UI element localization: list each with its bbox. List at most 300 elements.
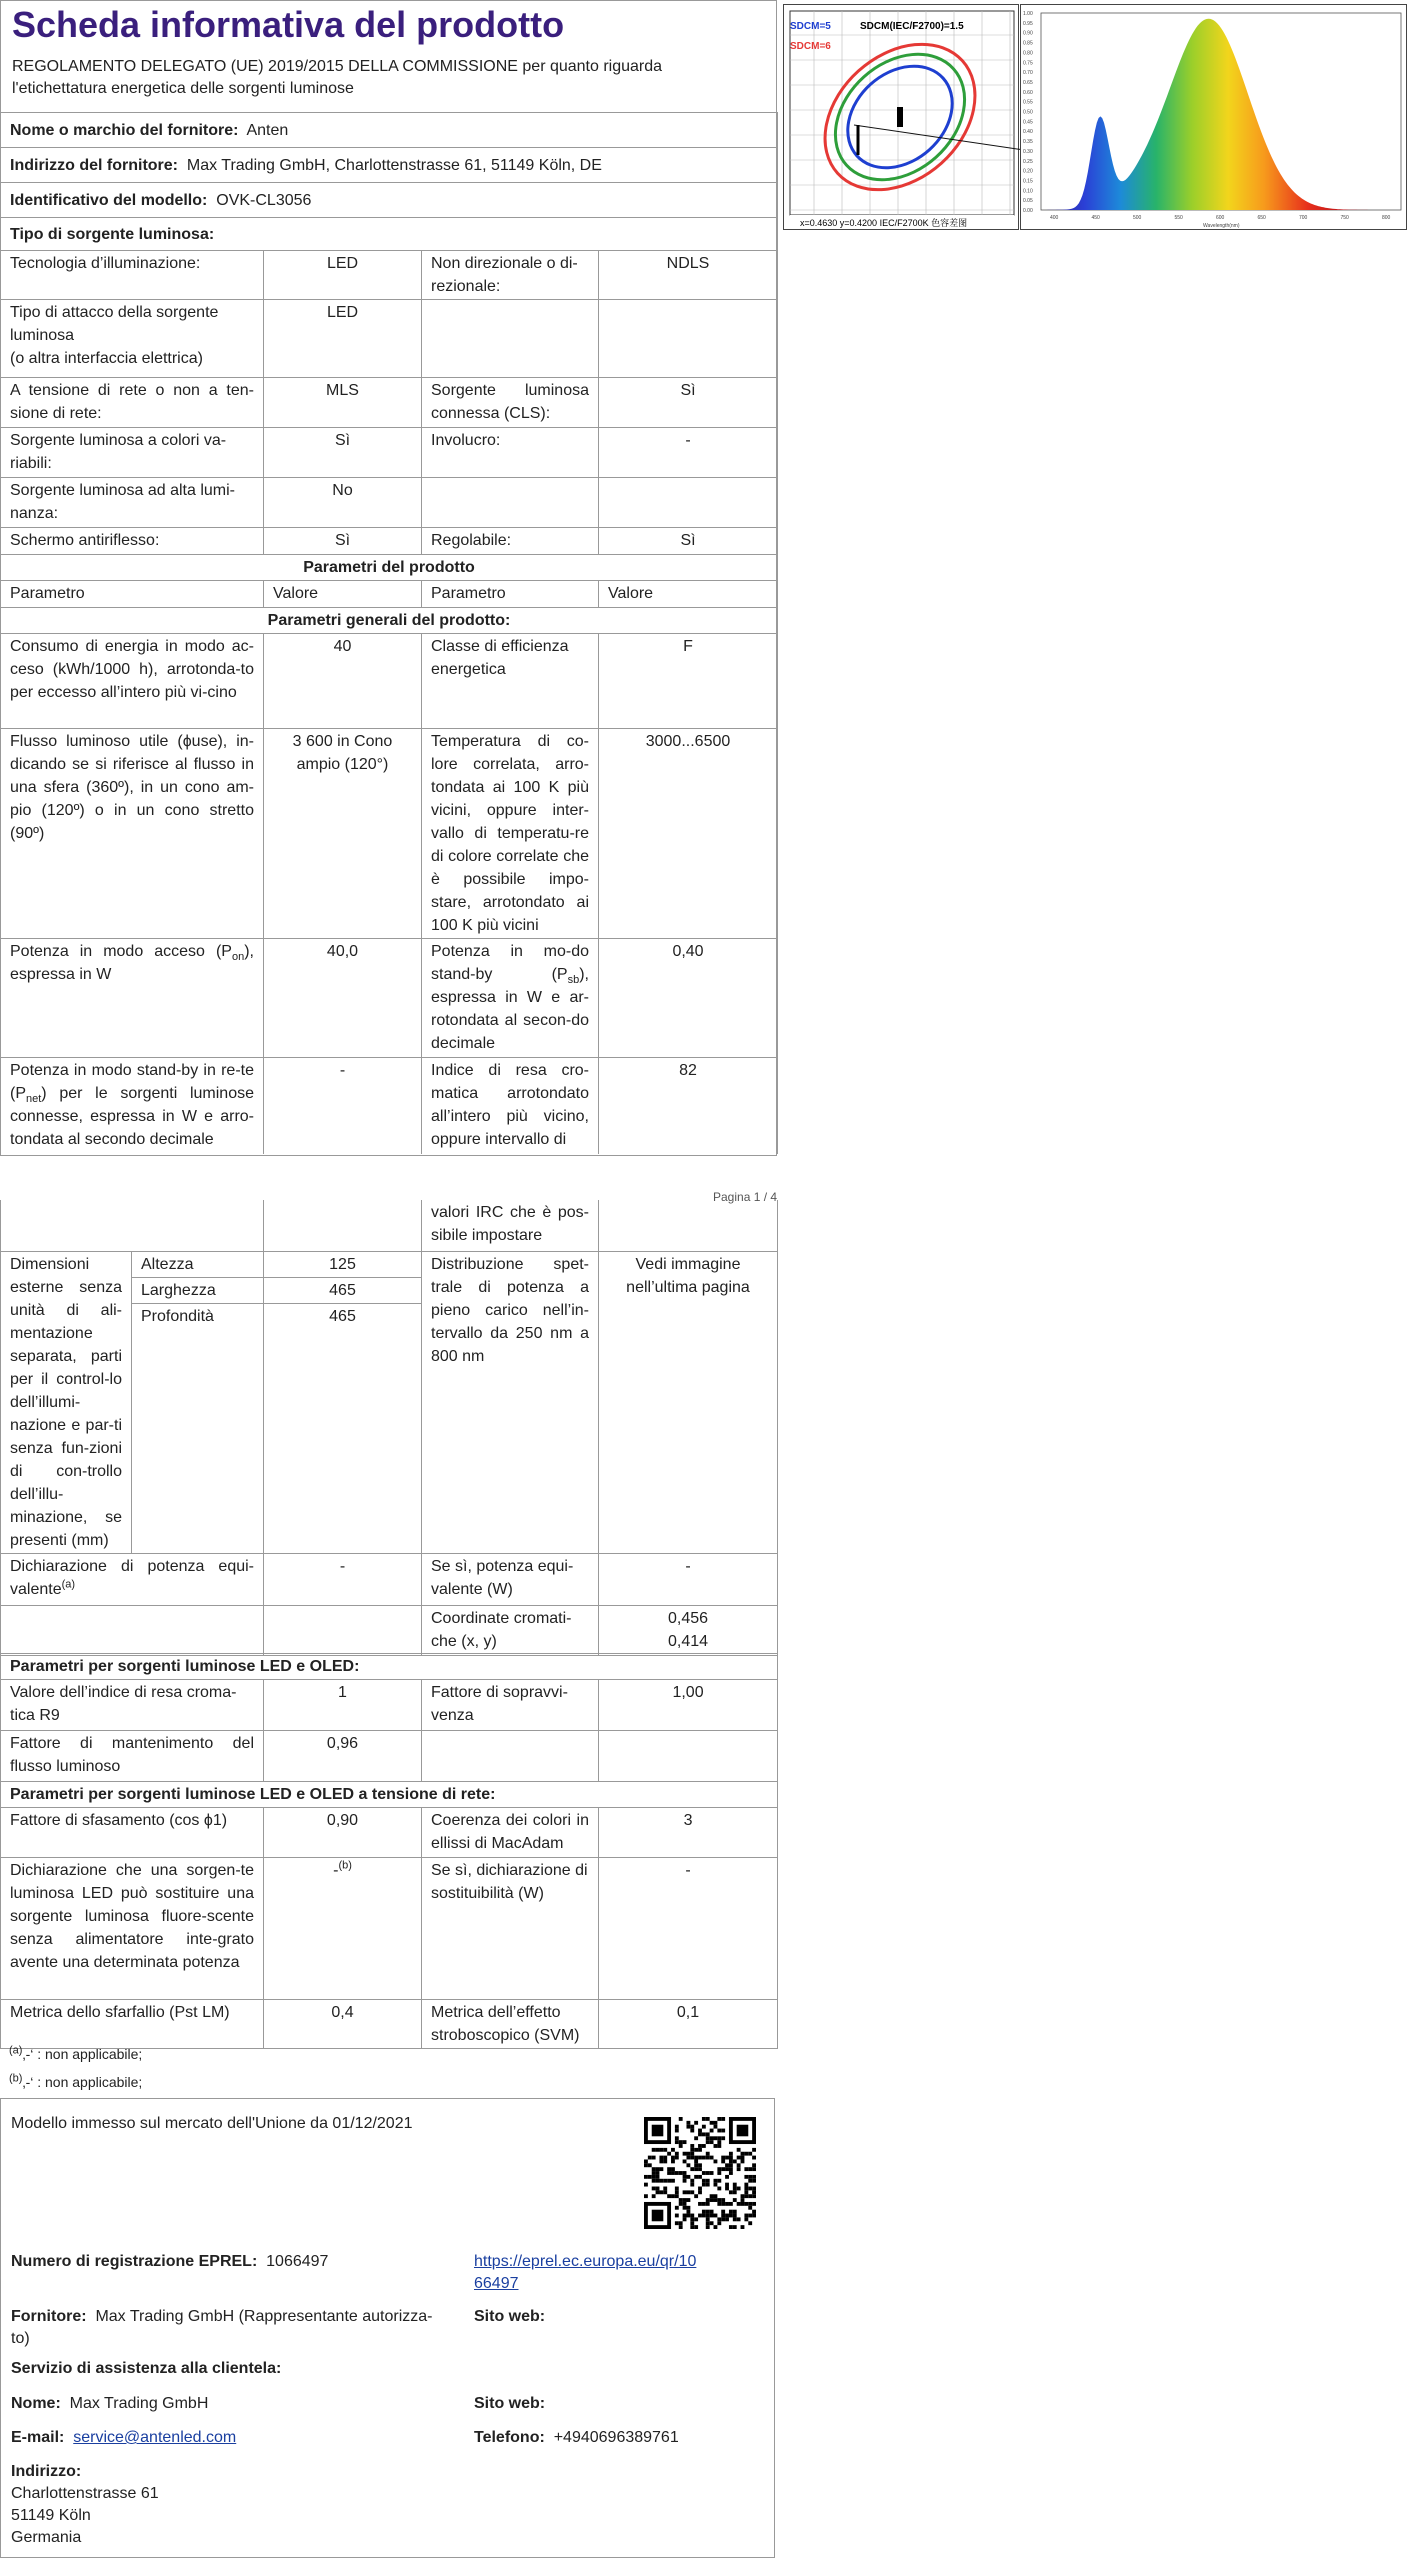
eprel-number bbox=[11, 2251, 328, 2273]
qr-module bbox=[686, 2156, 690, 2160]
qr-module bbox=[683, 2140, 687, 2144]
qr-module bbox=[698, 2187, 702, 2191]
qr-module bbox=[706, 2210, 710, 2214]
qr-module bbox=[656, 2148, 660, 2152]
qr-module bbox=[741, 2152, 745, 2156]
qr-module bbox=[706, 2225, 710, 2229]
spd-value: Vedi immagine nell’ultima pagina bbox=[599, 1251, 778, 1553]
qr-module bbox=[694, 2136, 698, 2140]
energy-consumption-label: Consumo di energia in modo ac-ceso (kWh/1000 h), arrotonda-to per eccesso all’intero più vi-cino bbox=[1, 634, 264, 729]
cap-type-label-main: Tipo di attacco della sorgente luminosa bbox=[10, 304, 219, 344]
footnote-b-ref: (b) bbox=[338, 1859, 352, 1872]
qr-module bbox=[679, 2140, 683, 2144]
qr-module bbox=[702, 2179, 706, 2183]
qr-module bbox=[737, 2217, 741, 2221]
supplier-address-label: Indirizzo del fornitore: bbox=[10, 157, 178, 174]
qr-module bbox=[698, 2190, 702, 2194]
qr-module bbox=[752, 2163, 756, 2167]
y-tick-label: 0.05 bbox=[1023, 198, 1033, 205]
cap-type-value: LED bbox=[264, 300, 422, 378]
r9-value: 1 bbox=[264, 1680, 422, 1731]
qr-module bbox=[733, 2190, 737, 2194]
qr-module bbox=[717, 2171, 721, 2175]
on-mode-power-sub: on bbox=[231, 951, 245, 964]
qr-module bbox=[717, 2140, 721, 2144]
qr-module bbox=[752, 2175, 756, 2179]
qr-module bbox=[644, 2163, 648, 2167]
connected-value: Sì bbox=[599, 378, 778, 428]
page-title: Scheda informativa del prodotto bbox=[12, 4, 565, 45]
qr-finder bbox=[652, 2210, 664, 2222]
antiglare-label: Schermo antiriflesso: bbox=[1, 528, 264, 555]
qr-module bbox=[717, 2117, 721, 2121]
qr-module bbox=[663, 2187, 667, 2191]
qr-module bbox=[729, 2159, 733, 2163]
eprel-link[interactable] bbox=[474, 2251, 744, 2295]
qr-module bbox=[690, 2214, 694, 2218]
eprel-link-part[interactable]: https://eprel.ec.europa.eu/qr/10 bbox=[474, 2253, 697, 2270]
qr-module bbox=[721, 2217, 725, 2221]
qr-module bbox=[752, 2179, 756, 2183]
lumen-maintenance-label: Fattore di mantenimento del flusso luminoso bbox=[1, 1731, 264, 1782]
qr-module bbox=[663, 2190, 667, 2194]
y-tick-label: 0.55 bbox=[1023, 99, 1033, 106]
qr-module bbox=[652, 2171, 656, 2175]
empty-cell bbox=[422, 478, 599, 528]
qr-module bbox=[737, 2167, 741, 2171]
qr-module bbox=[694, 2194, 698, 2198]
qr-module bbox=[725, 2167, 729, 2171]
qr-module bbox=[683, 2198, 687, 2202]
qr-module bbox=[644, 2194, 648, 2198]
qr-module bbox=[729, 2214, 733, 2218]
qr-module bbox=[675, 2221, 679, 2225]
equivalent-watt-label: Se sì, potenza equi-valente (W) bbox=[422, 1553, 599, 1605]
qr-module bbox=[690, 2221, 694, 2225]
general-params-heading: Parametri generali del prodotto: bbox=[1, 608, 778, 634]
qr-module bbox=[698, 2129, 702, 2133]
qr-module bbox=[644, 2175, 648, 2179]
qr-module bbox=[714, 2179, 718, 2183]
qr-module bbox=[659, 2159, 663, 2163]
address-line: Germania bbox=[11, 2529, 82, 2546]
qr-module bbox=[675, 2125, 679, 2129]
led-params-table bbox=[0, 1653, 778, 2049]
y-tick-label: 0.80 bbox=[1023, 50, 1033, 57]
equivalent-power-value: - bbox=[264, 1553, 422, 1605]
qr-module bbox=[656, 2179, 660, 2183]
empty-cell bbox=[264, 1200, 422, 1251]
equivalent-watt-value: - bbox=[599, 1553, 778, 1605]
qr-module bbox=[675, 2206, 679, 2210]
qr-module bbox=[752, 2148, 756, 2152]
spectrum-chart bbox=[1020, 4, 1407, 230]
qr-module bbox=[659, 2167, 663, 2171]
product-params-table bbox=[0, 554, 778, 1154]
efficiency-class-value: F bbox=[599, 634, 778, 729]
qr-module bbox=[686, 2198, 690, 2202]
qr-module bbox=[683, 2159, 687, 2163]
on-mode-power-text: ), espressa in W bbox=[10, 943, 254, 983]
qr-module bbox=[714, 2144, 718, 2148]
depth-label: Profondità bbox=[132, 1303, 264, 1329]
mains-label: A tensione di rete o non a ten-sione di rete: bbox=[1, 378, 264, 428]
qr-module bbox=[744, 2175, 748, 2179]
qr-module bbox=[714, 2125, 718, 2129]
colour-tunable-value: Sì bbox=[264, 428, 422, 478]
qr-module bbox=[721, 2214, 725, 2218]
tech-value: LED bbox=[264, 251, 422, 300]
macadam-value: 3 bbox=[599, 1808, 778, 1858]
displacement-factor-value: 0,90 bbox=[264, 1808, 422, 1858]
qr-module bbox=[744, 2190, 748, 2194]
qr-module bbox=[644, 2183, 648, 2187]
qr-module bbox=[729, 2225, 733, 2229]
qr-module bbox=[659, 2148, 663, 2152]
qr-module bbox=[698, 2163, 702, 2167]
qr-module bbox=[741, 2194, 745, 2198]
on-mode-power-value: 40,0 bbox=[264, 939, 422, 1058]
lumen-maintenance-value: 0,96 bbox=[264, 1731, 422, 1782]
connected-label: Sorgente luminosa connessa (CLS): bbox=[422, 378, 599, 428]
address-line: Charlottenstrasse 61 bbox=[11, 2485, 159, 2502]
service-name-label: Nome: bbox=[11, 2395, 61, 2412]
empty-cell bbox=[422, 300, 599, 378]
qr-module bbox=[744, 2194, 748, 2198]
qr-module bbox=[675, 2129, 679, 2133]
qr-module bbox=[748, 2202, 752, 2206]
chromaticity-coordinates: x=0.4630 y=0.4200 IEC/F2700K 色容差图 bbox=[800, 218, 968, 228]
supplier-value: Max Trading GmbH (Rappresentante autorizza- bbox=[95, 2308, 433, 2325]
qr-module bbox=[748, 2187, 752, 2191]
qr-module bbox=[652, 2167, 656, 2171]
qr-module bbox=[659, 2190, 663, 2194]
qr-module bbox=[748, 2167, 752, 2171]
spectrum-svg bbox=[1021, 5, 1408, 231]
qr-module bbox=[721, 2210, 725, 2214]
qr-finder bbox=[652, 2125, 664, 2137]
stroboscopic-label: Metrica dell’effetto stroboscopico (SVM) bbox=[422, 2000, 599, 2049]
supplier-label: Fornitore: bbox=[11, 2308, 87, 2325]
qr-module bbox=[644, 2159, 648, 2163]
footnote-a-text: ‚-‘ : non applicabile; bbox=[22, 2046, 143, 2062]
qr-module bbox=[656, 2167, 660, 2171]
qr-module bbox=[744, 2152, 748, 2156]
qr-module bbox=[725, 2156, 729, 2160]
address-line: 51149 Köln bbox=[11, 2507, 91, 2524]
qr-module bbox=[717, 2136, 721, 2140]
qr-module bbox=[679, 2225, 683, 2229]
qr-module bbox=[717, 2187, 721, 2191]
height-label: Altezza bbox=[132, 1251, 264, 1277]
qr-module bbox=[675, 2187, 679, 2191]
qr-module bbox=[741, 2198, 745, 2202]
y-tick-label: 0.25 bbox=[1023, 158, 1033, 165]
qr-module bbox=[748, 2214, 752, 2218]
qr-module bbox=[721, 2202, 725, 2206]
standby-power-label bbox=[422, 939, 599, 1058]
led-params-heading: Parametri per sorgenti luminose LED e OLED: bbox=[1, 1654, 778, 1680]
chromaticity-title: SDCM(IEC/F2700)=1.5 bbox=[860, 21, 964, 32]
y-tick-label: 0.85 bbox=[1023, 40, 1033, 47]
empty-cell bbox=[264, 1330, 422, 1553]
x-tick-label: 450 bbox=[1091, 215, 1100, 221]
qr-module bbox=[702, 2144, 706, 2148]
website-label: Sito web: bbox=[474, 2308, 546, 2325]
email-link[interactable]: service@antenled.com bbox=[73, 2429, 237, 2446]
qr-module bbox=[752, 2210, 756, 2214]
y-tick-label: 0.70 bbox=[1023, 70, 1033, 77]
spd-label: Distribuzione spet-trale di potenza a pieno carico nell’in-tervallo da 250 nm a 800 nm bbox=[422, 1251, 599, 1553]
qr-module bbox=[710, 2121, 714, 2125]
qr-module bbox=[698, 2202, 702, 2206]
qr-module bbox=[729, 2167, 733, 2171]
networked-standby-sub: net bbox=[26, 1093, 42, 1106]
qr-module bbox=[652, 2148, 656, 2152]
qr-module bbox=[675, 2156, 679, 2160]
y-tick-label: 0.30 bbox=[1023, 148, 1033, 155]
high-luminance-label: Sorgente luminosa ad alta lumi-nanza: bbox=[1, 478, 264, 528]
col-header-param: Parametro bbox=[1, 581, 264, 608]
qr-module bbox=[686, 2121, 690, 2125]
qr-module bbox=[706, 2221, 710, 2225]
cap-type-label bbox=[1, 300, 264, 378]
qr-module bbox=[717, 2221, 721, 2225]
y-tick-label: 0.15 bbox=[1023, 178, 1033, 185]
qr-module bbox=[663, 2148, 667, 2152]
flicker-value: 0,4 bbox=[264, 2000, 422, 2049]
equivalent-power-text: Dichiarazione di potenza equi-valente bbox=[10, 1557, 254, 1598]
qr-module bbox=[741, 2202, 745, 2206]
qr-module bbox=[667, 2179, 671, 2183]
qr-module bbox=[679, 2202, 683, 2206]
qr-module bbox=[714, 2121, 718, 2125]
qr-module bbox=[714, 2183, 718, 2187]
col-header-param: Parametro bbox=[422, 581, 599, 608]
qr-module bbox=[710, 2221, 714, 2225]
qr-module bbox=[706, 2179, 710, 2183]
tech-label: Tecnologia d’illuminazione: bbox=[1, 251, 264, 300]
qr-module bbox=[706, 2171, 710, 2175]
y-tick-label: 1.00 bbox=[1023, 11, 1033, 17]
qr-module bbox=[725, 2217, 729, 2221]
qr-module bbox=[683, 2206, 687, 2210]
qr-module bbox=[706, 2152, 710, 2156]
qr-module bbox=[721, 2167, 725, 2171]
x-tick-label: 600 bbox=[1216, 215, 1225, 221]
y-tick-label: 0.65 bbox=[1023, 79, 1033, 86]
qr-module bbox=[656, 2171, 660, 2175]
qr-module bbox=[737, 2148, 741, 2152]
replacement-claim-value bbox=[264, 1858, 422, 2000]
qr-module bbox=[698, 2156, 702, 2160]
qr-module bbox=[659, 2179, 663, 2183]
qr-module bbox=[698, 2132, 702, 2136]
depth-value: 465 bbox=[264, 1303, 422, 1329]
address-label: Indirizzo: bbox=[11, 2463, 82, 2480]
qr-module bbox=[714, 2159, 718, 2163]
empty-cell bbox=[264, 1605, 422, 1655]
qr-module bbox=[667, 2152, 671, 2156]
legend-sdcm6: SDCM=6 bbox=[790, 41, 831, 52]
qr-module bbox=[706, 2198, 710, 2202]
qr-module bbox=[694, 2121, 698, 2125]
colour-tunable-label: Sorgente luminosa a colori va-riabili: bbox=[1, 428, 264, 478]
eprel-link-part[interactable]: 66497 bbox=[474, 2275, 519, 2292]
qr-module bbox=[729, 2190, 733, 2194]
qr-module bbox=[748, 2179, 752, 2183]
qr-module bbox=[721, 2129, 725, 2133]
qr-module bbox=[710, 2171, 714, 2175]
qr-module bbox=[690, 2156, 694, 2160]
networked-standby-text: Potenza in modo stand-by in re-te (P bbox=[10, 1062, 254, 1102]
standby-power-text: ), espressa in W e ar-rotondata al secon-do decimale bbox=[431, 966, 589, 1052]
footnote-b-mark: (b) bbox=[9, 2072, 23, 2085]
footnote-a bbox=[9, 2045, 142, 2063]
qr-module bbox=[671, 2148, 675, 2152]
qr-module bbox=[706, 2183, 710, 2187]
qr-module bbox=[710, 2198, 714, 2202]
qr-module bbox=[744, 2187, 748, 2191]
page-number: Pagina 1 / 4 bbox=[713, 1190, 778, 1204]
supplier-name-value: Anten bbox=[246, 122, 289, 139]
empty-cell bbox=[599, 478, 778, 528]
qr-module bbox=[690, 2167, 694, 2171]
qr-module bbox=[690, 2217, 694, 2221]
qr-module bbox=[702, 2132, 706, 2136]
qr-module bbox=[671, 2171, 675, 2175]
qr-module bbox=[752, 2190, 756, 2194]
qr-module bbox=[671, 2167, 675, 2171]
qr-module bbox=[683, 2175, 687, 2179]
x-tick-label: 800 bbox=[1382, 215, 1391, 221]
qr-module bbox=[686, 2214, 690, 2218]
qr-module bbox=[683, 2214, 687, 2218]
y-tick-label: 0.90 bbox=[1023, 30, 1033, 37]
qr-module bbox=[675, 2194, 679, 2198]
y-tick-label: 0.60 bbox=[1023, 89, 1033, 96]
qr-module bbox=[748, 2152, 752, 2156]
model-id-label: Identificativo del modello: bbox=[10, 192, 208, 209]
cct-label: Temperatura di co-lore correlata, arro-tondata ai 100 K più vicini, oppure inter-vallo di temperatu-re di colore correlate che è possibile impo-stare, arrotondato ai 100 K più vicini bbox=[422, 729, 599, 939]
envelope-label: Involucro: bbox=[422, 428, 599, 478]
led-mains-params-heading: Parametri per sorgenti luminose LED e OLED a tensione di rete: bbox=[1, 1782, 778, 1808]
qr-module bbox=[686, 2210, 690, 2214]
qr-module bbox=[725, 2202, 729, 2206]
qr-module bbox=[710, 2210, 714, 2214]
qr-module bbox=[656, 2190, 660, 2194]
qr-module bbox=[663, 2179, 667, 2183]
qr-module bbox=[694, 2156, 698, 2160]
qr-module bbox=[694, 2159, 698, 2163]
eprel-label: Numero di registrazione EPREL: bbox=[11, 2253, 258, 2270]
qr-module bbox=[748, 2221, 752, 2225]
qr-module bbox=[737, 2163, 741, 2167]
qr-module bbox=[683, 2202, 687, 2206]
qr-module bbox=[663, 2159, 667, 2163]
qr-module bbox=[656, 2175, 660, 2179]
qr-module bbox=[675, 2190, 679, 2194]
cri-value: 82 bbox=[599, 1058, 778, 1154]
qr-module bbox=[744, 2183, 748, 2187]
qr-module bbox=[717, 2167, 721, 2171]
qr-module bbox=[656, 2187, 660, 2191]
page-subtitle: REGOLAMENTO DELEGATO (UE) 2019/2015 DELLA COMMISSIONE per quanto riguarda l'etichettatura energetica delle sorgenti luminose bbox=[12, 58, 663, 97]
footnote-b-text: ‚-‘ : non applicabile; bbox=[22, 2074, 143, 2090]
qr-module bbox=[675, 2152, 679, 2156]
qr-module bbox=[717, 2144, 721, 2148]
qr-module bbox=[706, 2117, 710, 2121]
qr-module bbox=[729, 2152, 733, 2156]
qr-module bbox=[679, 2198, 683, 2202]
service-name-value: Max Trading GmbH bbox=[69, 2395, 209, 2412]
qr-module bbox=[706, 2156, 710, 2160]
x-tick-label: 650 bbox=[1257, 215, 1266, 221]
qr-module bbox=[667, 2167, 671, 2171]
qr-module bbox=[741, 2159, 745, 2163]
qr-module bbox=[652, 2194, 656, 2198]
qr-module bbox=[733, 2214, 737, 2218]
qr-module bbox=[652, 2179, 656, 2183]
empty-cell bbox=[422, 1731, 599, 1782]
qr-module bbox=[652, 2175, 656, 2179]
qr-module bbox=[733, 2187, 737, 2191]
qr-module bbox=[714, 2136, 718, 2140]
service-name bbox=[11, 2393, 208, 2415]
qr-module bbox=[694, 2148, 698, 2152]
qr-module bbox=[648, 2156, 652, 2160]
cap-type-label-note: (o altra interfaccia elettrica) bbox=[10, 350, 203, 367]
qr-module bbox=[679, 2144, 683, 2148]
qr-module bbox=[733, 2198, 737, 2202]
qr-module bbox=[752, 2214, 756, 2218]
qr-module bbox=[752, 2187, 756, 2191]
supplier-address-row bbox=[1, 148, 778, 183]
qr-module bbox=[690, 2225, 694, 2229]
qr-module bbox=[652, 2187, 656, 2191]
qr-module bbox=[721, 2159, 725, 2163]
qr-module bbox=[667, 2171, 671, 2175]
r9-label: Valore dell’indice di resa croma-tica R9 bbox=[1, 1680, 264, 1731]
qr-module bbox=[675, 2136, 679, 2140]
qr-finder bbox=[737, 2125, 749, 2137]
replacement-claim-dash: - bbox=[333, 1862, 339, 1879]
qr-module bbox=[683, 2179, 687, 2183]
qr-module bbox=[671, 2179, 675, 2183]
qr-module bbox=[725, 2163, 729, 2167]
macadam-label: Coerenza dei colori in ellissi di MacAdam bbox=[422, 1808, 599, 1858]
qr-module bbox=[733, 2210, 737, 2214]
qr-module bbox=[675, 2171, 679, 2175]
qr-module bbox=[686, 2190, 690, 2194]
qr-module bbox=[717, 2217, 721, 2221]
standby-power-sub: sb bbox=[567, 974, 580, 987]
footnote-b bbox=[9, 2073, 142, 2091]
qr-module bbox=[702, 2183, 706, 2187]
chromaticity-svg bbox=[784, 5, 1020, 231]
flicker-label: Metrica dello sfarfallio (Pst LM) bbox=[1, 2000, 264, 2049]
qr-module bbox=[710, 2140, 714, 2144]
qr-module bbox=[706, 2136, 710, 2140]
qr-module bbox=[679, 2171, 683, 2175]
chromaticity-value bbox=[599, 1605, 778, 1655]
qr-module bbox=[652, 2156, 656, 2160]
y-tick-label: 0.40 bbox=[1023, 129, 1033, 136]
mains-value: MLS bbox=[264, 378, 422, 428]
chromaticity-x: 0,456 bbox=[667, 1609, 709, 1627]
qr-module bbox=[725, 2175, 729, 2179]
qr-module bbox=[714, 2225, 718, 2229]
